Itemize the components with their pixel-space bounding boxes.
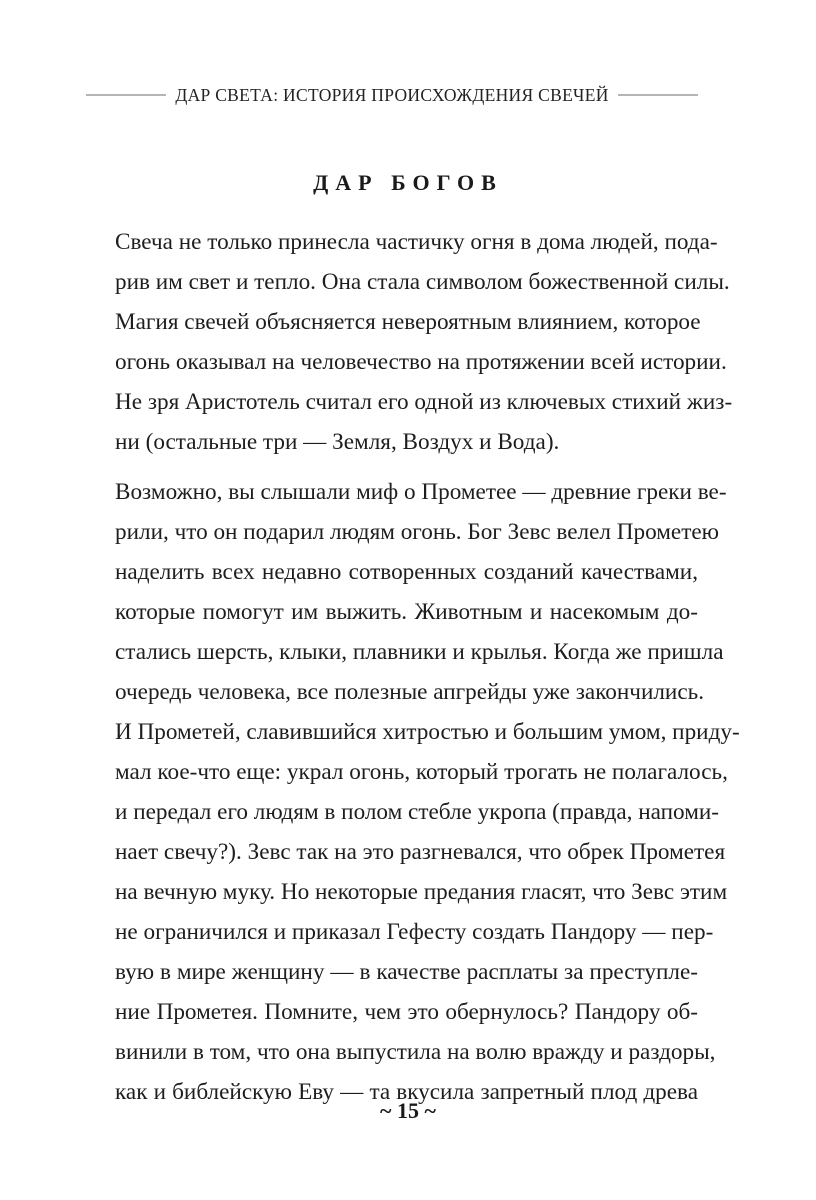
text-line: винили в том, что она выпустила на волю вражду и раздоры, bbox=[115, 1039, 716, 1065]
text-line: Возможно, вы слышали миф о Прометее — древние греки ве- bbox=[115, 479, 727, 505]
text-line: очередь человека, все полезные апгрейды уже закончились. bbox=[115, 679, 704, 705]
text-line: рив им свет и тепло. Она стала символом божественной силы. bbox=[115, 269, 730, 295]
text-line: огонь оказывал на человечество на протяжении всей истории. bbox=[115, 349, 727, 375]
header-rule-left bbox=[86, 94, 166, 96]
text-line: мал кое-что еще: украл огонь, который трогать не полагалось, bbox=[115, 759, 728, 785]
text-line: Свеча не только принесла частичку огня в дома людей, пода- bbox=[115, 229, 718, 255]
text-line: как и библейскую Еву — та вкусила запретный плод древа bbox=[115, 1079, 698, 1105]
text-line: ние Прометея. Помните, чем это обернулось? Пандору об- bbox=[115, 999, 698, 1025]
text-line: вую в мире женщину — в качестве расплаты за преступле- bbox=[115, 959, 698, 985]
text-line: Не зря Аристотель считал его одной из ключевых стихий жиз- bbox=[115, 389, 733, 415]
running-header-title: ДАР СВЕТА: ИСТОРИЯ ПРОИСХОЖДЕНИЯ СВЕЧЕЙ bbox=[175, 84, 609, 105]
text-line: на вечную муку. Но некоторые предания гласят, что Зевс этим bbox=[115, 879, 728, 905]
header-rule-right bbox=[618, 94, 698, 96]
text-line: не ограничился и приказал Гефесту создать Пандору — пер- bbox=[115, 919, 714, 945]
running-header bbox=[86, 82, 698, 108]
text-line: рили, что он подарил людям огонь. Бог Зевс велел Прометею bbox=[115, 519, 719, 545]
section-title: ДАР БОГОВ bbox=[313, 170, 503, 195]
page-number: ~ 15 ~ bbox=[380, 1098, 436, 1123]
text-line: стались шерсть, клыки, плавники и крылья. Когда же пришла bbox=[115, 639, 724, 665]
text-line: нает свечу?). Зевс так на это разгневался, что обрек Прометея bbox=[115, 839, 726, 865]
text-line: И Прометей, славившийся хитростью и большим умом, приду- bbox=[115, 719, 740, 745]
text-line: Магия свечей объясняется невероятным влиянием, которое bbox=[115, 309, 701, 335]
text-line: которые помогут им выжить. Животным и насекомым до- bbox=[115, 599, 698, 625]
text-line: ни (остальные три — Земля, Воздух и Вода). bbox=[115, 429, 560, 455]
text-line: и передал его людям в полом стебле укропа (правда, напоми- bbox=[115, 799, 720, 825]
text-line: наделить всех недавно сотворенных созданий качествами, bbox=[115, 559, 698, 585]
